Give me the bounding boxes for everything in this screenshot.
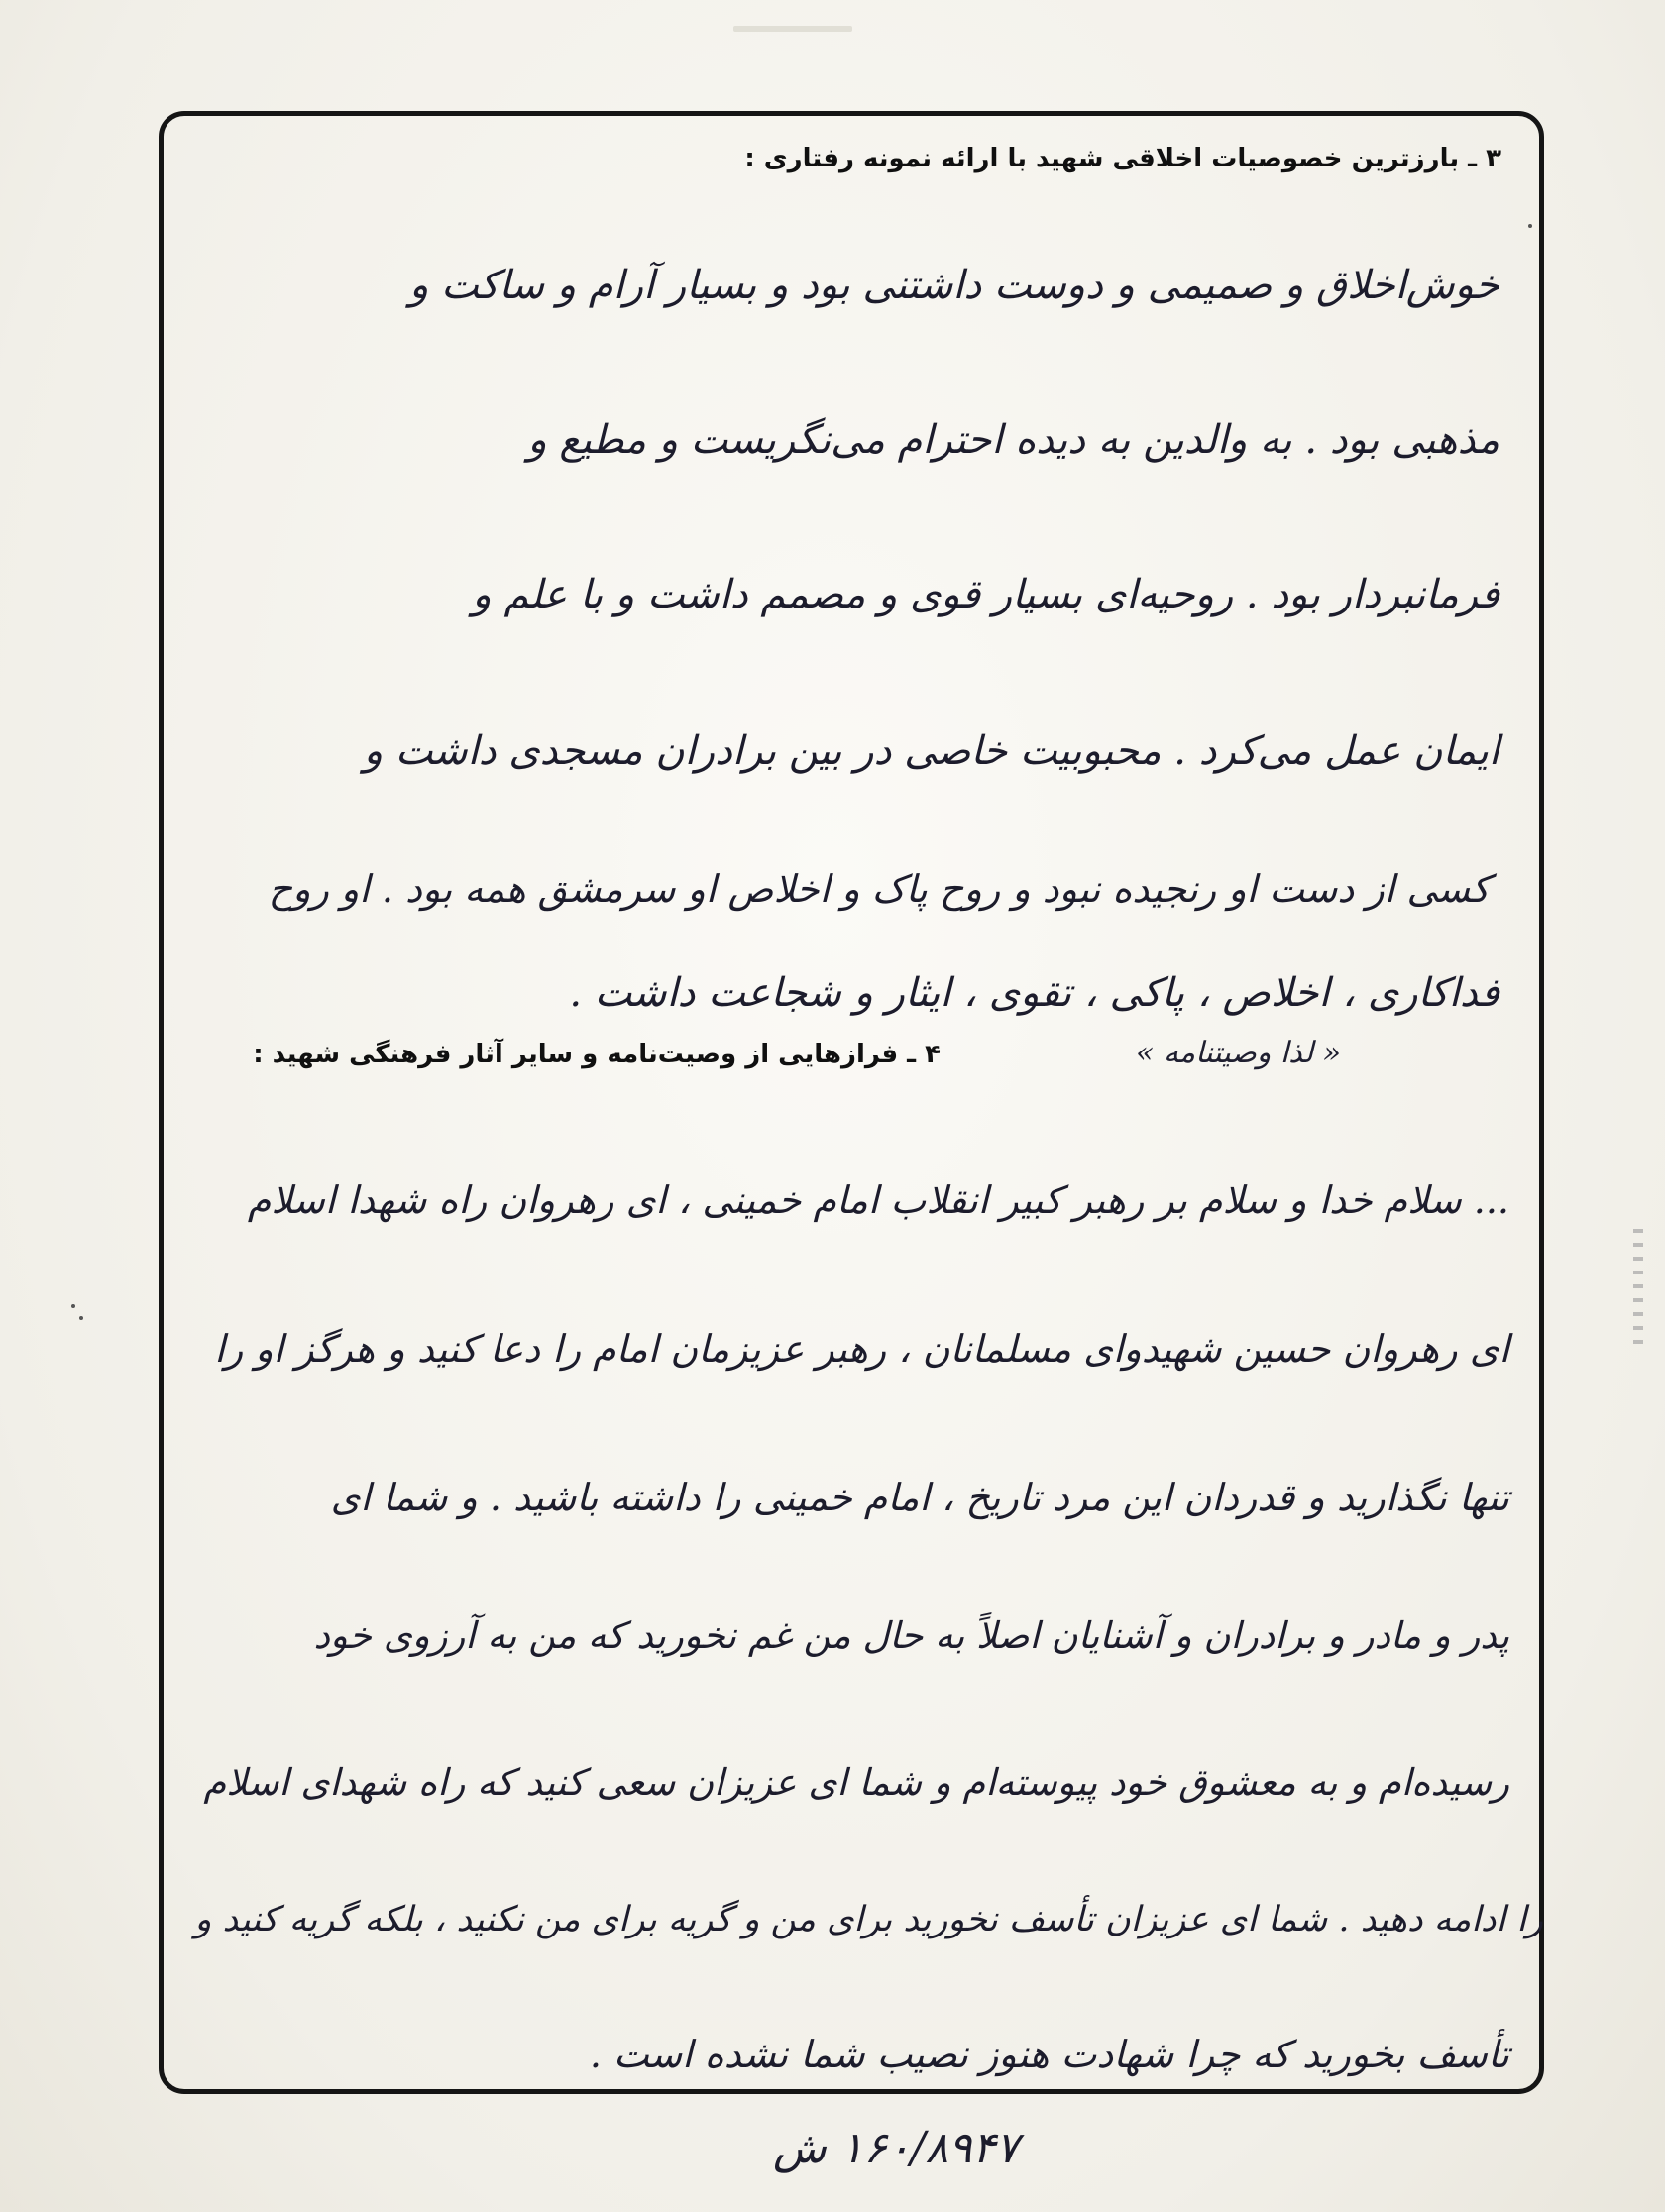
archive-number: ۱۶۰/۸۹۴۷ ش <box>773 2123 1019 2173</box>
ink-speck <box>71 1304 75 1308</box>
section-4-line: ... سلام خدا و سلام بر رهبر کبیر انقلاب امام خمینی ، ای رهروان راه شهدا اسلام <box>247 1178 1509 1222</box>
testament-opening: « لذا وصیتنامه » <box>1136 1036 1341 1070</box>
section-4-line: پدر و مادر و برادران و آشنایان اصلاً به حال من غم نخورید که من به آرزوی خود <box>313 1614 1509 1657</box>
scan-edge-marks <box>1633 1229 1643 1348</box>
ink-speck <box>79 1316 83 1320</box>
section-4-heading: ۴ ـ فرازهایی از وصیت‌نامه و سایر آثار فرهنگی شهید : <box>253 1040 941 1069</box>
section-3-line: فرمانبردار بود . روحیه‌ای بسیار قوی و مصمم داشت و با علم و <box>472 572 1499 617</box>
section-3-heading: ۳ ـ بارزترین خصوصیات اخلاقی شهید با ارائه نمونه رفتاری : <box>744 144 1501 173</box>
section-3-line: خوش‌اخلاق و صمیمی و دوست داشتنی بود و بسیار آرام و ساکت و <box>409 263 1499 308</box>
section-4-line: رسیده‌ام و به معشوق خود پیوسته‌ام و شما ای عزیزان سعی کنید که راه شهدای اسلام <box>203 1761 1509 1804</box>
section-4-line: ای رهروان حسین شهیدوای مسلمانان ، رهبر عزیزمان امام را دعا کنید و هرگز او را <box>214 1327 1509 1371</box>
scan-mark <box>733 26 852 32</box>
section-4-line: تنها نگذارید و قدردان این مرد تاریخ ، امام خمینی را داشته باشید . و شما ای <box>330 1476 1509 1519</box>
ink-speck <box>1528 224 1532 228</box>
section-3-line: کسی از دست او رنجیده نبود و روح پاک و اخلاص او سرمشق همه بود . او روح <box>268 867 1490 911</box>
document-frame <box>159 111 1544 2094</box>
section-4-line: تأسف بخورید که چرا شهادت هنوز نصیب شما نشده است . <box>589 2033 1509 2076</box>
section-3-line: فداکاری ، اخلاص ، پاکی ، تقوی ، ایثار و شجاعت داشت . <box>569 970 1499 1016</box>
section-3-line: مذهبی بود . به والدین به دیده احترام می‌نگریست و مطیع و <box>527 417 1499 463</box>
section-3-line: ایمان عمل می‌کرد . محبوبیت خاصی در بین برادران مسجدی داشت و <box>363 728 1499 774</box>
section-4-line: را ادامه دهید . شما ای عزیزان تأسف نخورید برای من و گریه برای من نکنید ، بلکه گریه کنید و <box>194 1900 1543 1939</box>
